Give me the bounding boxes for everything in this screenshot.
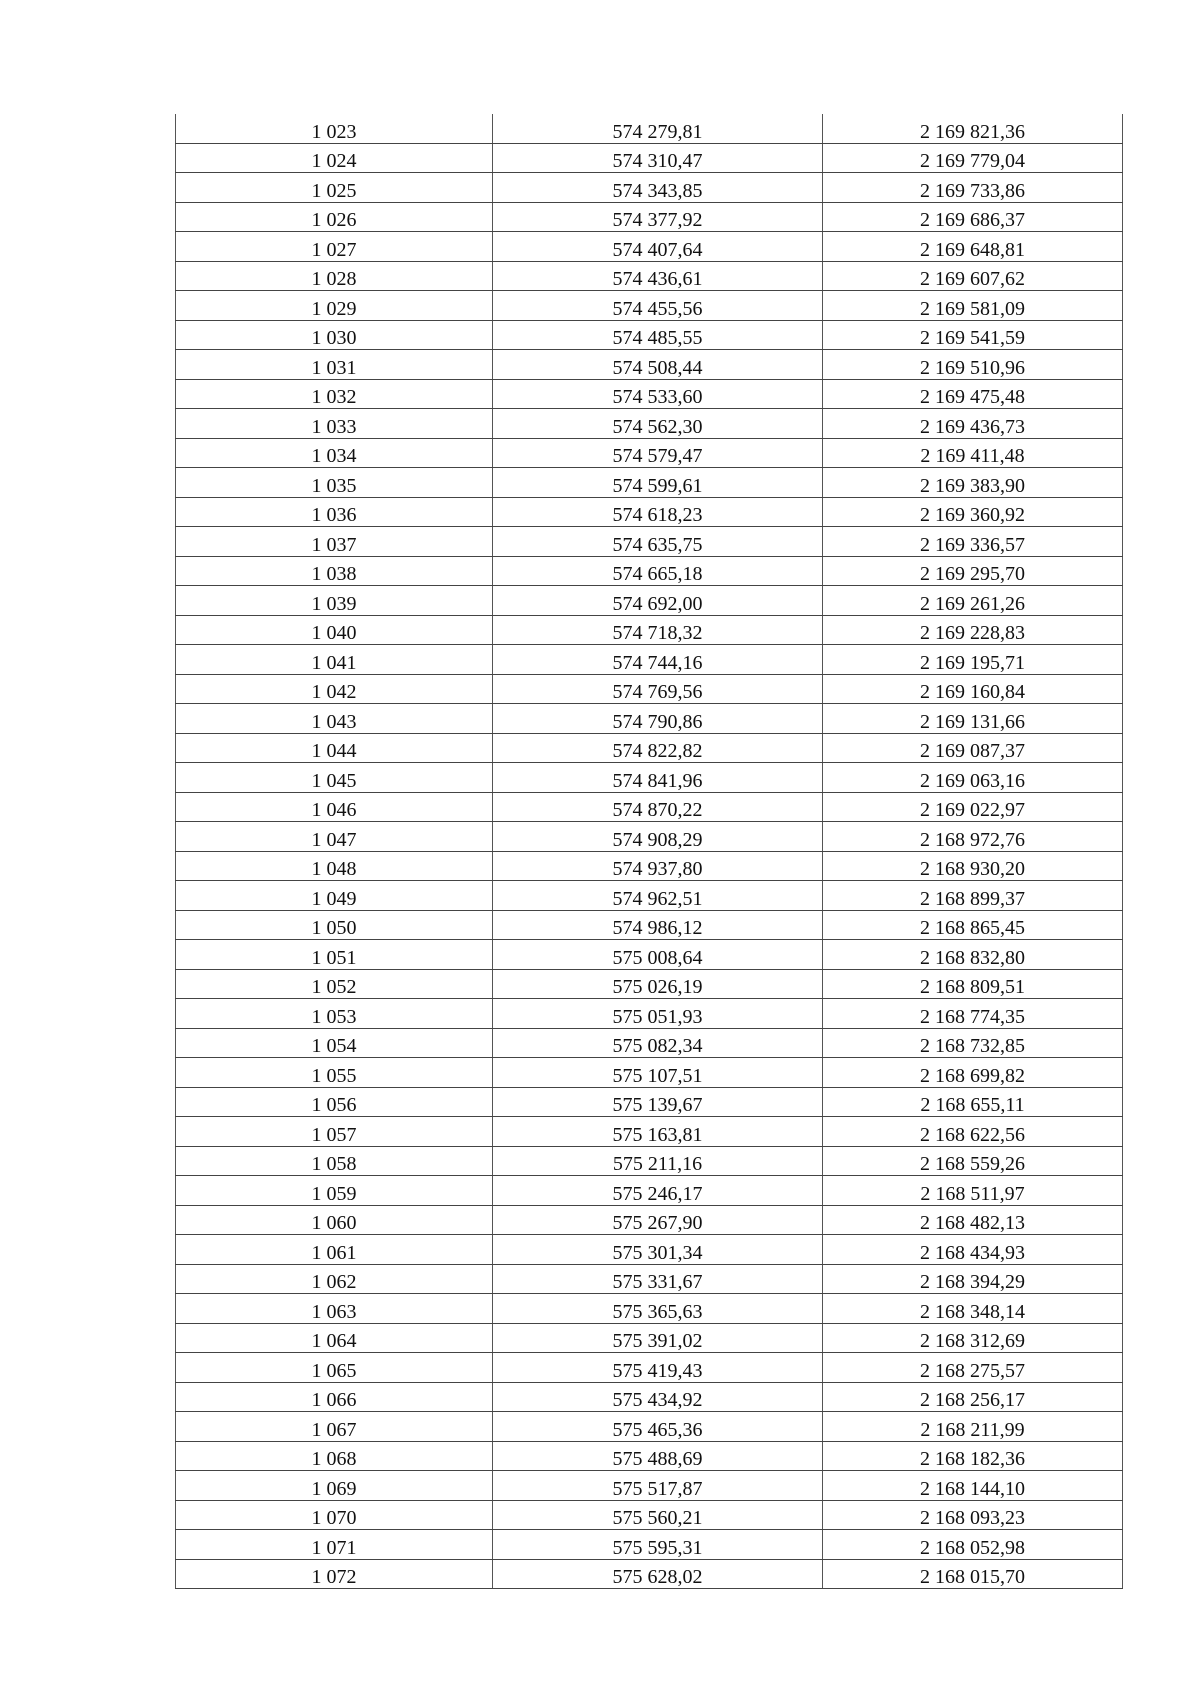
point-number-cell: 1 056 <box>176 1087 493 1117</box>
x-coordinate-cell: 574 279,81 <box>493 114 823 143</box>
y-coordinate-cell: 2 168 144,10 <box>823 1471 1123 1501</box>
y-coordinate-cell: 2 169 160,84 <box>823 674 1123 704</box>
table-row <box>176 1058 1123 1088</box>
y-coordinate-cell: 2 169 195,71 <box>823 645 1123 675</box>
y-coordinate-cell: 2 169 336,57 <box>823 527 1123 557</box>
table-row <box>176 586 1123 616</box>
point-number-cell: 1 049 <box>176 881 493 911</box>
x-coordinate-cell: 575 419,43 <box>493 1353 823 1383</box>
point-number-cell: 1 029 <box>176 291 493 321</box>
point-number-cell: 1 059 <box>176 1176 493 1206</box>
point-number-cell: 1 067 <box>176 1412 493 1442</box>
y-coordinate-cell: 2 169 821,36 <box>823 114 1123 143</box>
table-row <box>176 143 1123 173</box>
point-number-cell: 1 046 <box>176 792 493 822</box>
table-row <box>176 1294 1123 1324</box>
table-row <box>176 615 1123 645</box>
y-coordinate-cell: 2 168 559,26 <box>823 1146 1123 1176</box>
table-row <box>176 733 1123 763</box>
y-coordinate-cell: 2 169 541,59 <box>823 320 1123 350</box>
x-coordinate-cell: 574 508,44 <box>493 350 823 380</box>
y-coordinate-cell: 2 169 510,96 <box>823 350 1123 380</box>
x-coordinate-cell: 574 665,18 <box>493 556 823 586</box>
point-number-cell: 1 039 <box>176 586 493 616</box>
y-coordinate-cell: 2 168 015,70 <box>823 1559 1123 1589</box>
y-coordinate-cell: 2 168 774,35 <box>823 999 1123 1029</box>
table-row <box>176 851 1123 881</box>
table-row <box>176 674 1123 704</box>
table-row <box>176 792 1123 822</box>
point-number-cell: 1 064 <box>176 1323 493 1353</box>
point-number-cell: 1 060 <box>176 1205 493 1235</box>
point-number-cell: 1 040 <box>176 615 493 645</box>
x-coordinate-cell: 575 082,34 <box>493 1028 823 1058</box>
point-number-cell: 1 065 <box>176 1353 493 1383</box>
x-coordinate-cell: 575 365,63 <box>493 1294 823 1324</box>
x-coordinate-cell: 575 628,02 <box>493 1559 823 1589</box>
x-coordinate-cell: 575 107,51 <box>493 1058 823 1088</box>
table-row <box>176 1353 1123 1383</box>
y-coordinate-cell: 2 168 348,14 <box>823 1294 1123 1324</box>
point-number-cell: 1 072 <box>176 1559 493 1589</box>
table-row <box>176 1235 1123 1265</box>
y-coordinate-cell: 2 169 261,26 <box>823 586 1123 616</box>
y-coordinate-cell: 2 169 295,70 <box>823 556 1123 586</box>
table-row <box>176 202 1123 232</box>
y-coordinate-cell: 2 168 972,76 <box>823 822 1123 852</box>
table-row <box>176 291 1123 321</box>
table-row <box>176 969 1123 999</box>
x-coordinate-cell: 574 635,75 <box>493 527 823 557</box>
point-number-cell: 1 025 <box>176 173 493 203</box>
x-coordinate-cell: 575 211,16 <box>493 1146 823 1176</box>
x-coordinate-cell: 574 377,92 <box>493 202 823 232</box>
point-number-cell: 1 063 <box>176 1294 493 1324</box>
point-number-cell: 1 028 <box>176 261 493 291</box>
point-number-cell: 1 038 <box>176 556 493 586</box>
point-number-cell: 1 061 <box>176 1235 493 1265</box>
y-coordinate-cell: 2 169 383,90 <box>823 468 1123 498</box>
y-coordinate-cell: 2 168 182,36 <box>823 1441 1123 1471</box>
x-coordinate-cell: 575 560,21 <box>493 1500 823 1530</box>
table-row <box>176 1530 1123 1560</box>
point-number-cell: 1 048 <box>176 851 493 881</box>
table-row <box>176 497 1123 527</box>
table-row <box>176 320 1123 350</box>
y-coordinate-cell: 2 169 022,97 <box>823 792 1123 822</box>
table-row <box>176 940 1123 970</box>
y-coordinate-cell: 2 168 275,57 <box>823 1353 1123 1383</box>
x-coordinate-cell: 575 595,31 <box>493 1530 823 1560</box>
x-coordinate-cell: 574 937,80 <box>493 851 823 881</box>
y-coordinate-cell: 2 168 732,85 <box>823 1028 1123 1058</box>
point-number-cell: 1 055 <box>176 1058 493 1088</box>
y-coordinate-cell: 2 169 063,16 <box>823 763 1123 793</box>
point-number-cell: 1 027 <box>176 232 493 262</box>
x-coordinate-cell: 574 986,12 <box>493 910 823 940</box>
table-row <box>176 1117 1123 1147</box>
x-coordinate-cell: 574 908,29 <box>493 822 823 852</box>
y-coordinate-cell: 2 168 930,20 <box>823 851 1123 881</box>
y-coordinate-cell: 2 168 312,69 <box>823 1323 1123 1353</box>
point-number-cell: 1 024 <box>176 143 493 173</box>
point-number-cell: 1 045 <box>176 763 493 793</box>
x-coordinate-cell: 574 407,64 <box>493 232 823 262</box>
table-row <box>176 1382 1123 1412</box>
x-coordinate-cell: 574 841,96 <box>493 763 823 793</box>
y-coordinate-cell: 2 169 475,48 <box>823 379 1123 409</box>
y-coordinate-cell: 2 168 699,82 <box>823 1058 1123 1088</box>
y-coordinate-cell: 2 168 809,51 <box>823 969 1123 999</box>
point-number-cell: 1 032 <box>176 379 493 409</box>
y-coordinate-cell: 2 168 482,13 <box>823 1205 1123 1235</box>
y-coordinate-cell: 2 169 648,81 <box>823 232 1123 262</box>
y-coordinate-cell: 2 169 733,86 <box>823 173 1123 203</box>
y-coordinate-cell: 2 169 581,09 <box>823 291 1123 321</box>
point-number-cell: 1 036 <box>176 497 493 527</box>
point-number-cell: 1 052 <box>176 969 493 999</box>
x-coordinate-cell: 574 562,30 <box>493 409 823 439</box>
point-number-cell: 1 069 <box>176 1471 493 1501</box>
table-row <box>176 438 1123 468</box>
point-number-cell: 1 037 <box>176 527 493 557</box>
y-coordinate-cell: 2 168 865,45 <box>823 910 1123 940</box>
coordinates-table <box>175 114 1123 1589</box>
table-row <box>176 704 1123 734</box>
table-row <box>176 261 1123 291</box>
table-row <box>176 881 1123 911</box>
x-coordinate-cell: 574 343,85 <box>493 173 823 203</box>
y-coordinate-cell: 2 168 434,93 <box>823 1235 1123 1265</box>
table-row <box>176 910 1123 940</box>
table-row <box>176 1176 1123 1206</box>
point-number-cell: 1 044 <box>176 733 493 763</box>
x-coordinate-cell: 574 822,82 <box>493 733 823 763</box>
table-row <box>176 1471 1123 1501</box>
x-coordinate-cell: 574 485,55 <box>493 320 823 350</box>
x-coordinate-cell: 575 267,90 <box>493 1205 823 1235</box>
x-coordinate-cell: 575 331,67 <box>493 1264 823 1294</box>
point-number-cell: 1 023 <box>176 114 493 143</box>
table-row <box>176 1323 1123 1353</box>
x-coordinate-cell: 574 310,47 <box>493 143 823 173</box>
y-coordinate-cell: 2 169 686,37 <box>823 202 1123 232</box>
x-coordinate-cell: 574 579,47 <box>493 438 823 468</box>
table-row <box>176 409 1123 439</box>
table-row <box>176 527 1123 557</box>
y-coordinate-cell: 2 169 087,37 <box>823 733 1123 763</box>
y-coordinate-cell: 2 168 093,23 <box>823 1500 1123 1530</box>
y-coordinate-cell: 2 169 779,04 <box>823 143 1123 173</box>
point-number-cell: 1 050 <box>176 910 493 940</box>
point-number-cell: 1 058 <box>176 1146 493 1176</box>
table-row <box>176 1264 1123 1294</box>
point-number-cell: 1 033 <box>176 409 493 439</box>
table-row <box>176 763 1123 793</box>
y-coordinate-cell: 2 169 360,92 <box>823 497 1123 527</box>
table-row <box>176 1559 1123 1589</box>
x-coordinate-cell: 575 517,87 <box>493 1471 823 1501</box>
y-coordinate-cell: 2 168 256,17 <box>823 1382 1123 1412</box>
table-row <box>176 645 1123 675</box>
x-coordinate-cell: 574 790,86 <box>493 704 823 734</box>
table-row <box>176 350 1123 380</box>
point-number-cell: 1 062 <box>176 1264 493 1294</box>
table-row <box>176 1500 1123 1530</box>
table-row <box>176 173 1123 203</box>
x-coordinate-cell: 574 870,22 <box>493 792 823 822</box>
y-coordinate-cell: 2 168 511,97 <box>823 1176 1123 1206</box>
table-row <box>176 999 1123 1029</box>
table-row <box>176 1412 1123 1442</box>
y-coordinate-cell: 2 168 899,37 <box>823 881 1123 911</box>
point-number-cell: 1 047 <box>176 822 493 852</box>
point-number-cell: 1 053 <box>176 999 493 1029</box>
table-row <box>176 1441 1123 1471</box>
x-coordinate-cell: 574 769,56 <box>493 674 823 704</box>
table-row <box>176 1146 1123 1176</box>
x-coordinate-cell: 574 436,61 <box>493 261 823 291</box>
x-coordinate-cell: 575 246,17 <box>493 1176 823 1206</box>
point-number-cell: 1 030 <box>176 320 493 350</box>
table-row <box>176 114 1123 143</box>
point-number-cell: 1 042 <box>176 674 493 704</box>
y-coordinate-cell: 2 168 655,11 <box>823 1087 1123 1117</box>
table-row <box>176 556 1123 586</box>
x-coordinate-cell: 574 692,00 <box>493 586 823 616</box>
table-row <box>176 1028 1123 1058</box>
point-number-cell: 1 057 <box>176 1117 493 1147</box>
y-coordinate-cell: 2 168 052,98 <box>823 1530 1123 1560</box>
point-number-cell: 1 054 <box>176 1028 493 1058</box>
table-row <box>176 1205 1123 1235</box>
y-coordinate-cell: 2 169 228,83 <box>823 615 1123 645</box>
x-coordinate-cell: 574 533,60 <box>493 379 823 409</box>
y-coordinate-cell: 2 169 411,48 <box>823 438 1123 468</box>
table-row <box>176 379 1123 409</box>
y-coordinate-cell: 2 169 436,73 <box>823 409 1123 439</box>
y-coordinate-cell: 2 169 131,66 <box>823 704 1123 734</box>
coordinates-table-body <box>176 114 1123 1589</box>
table-row <box>176 822 1123 852</box>
y-coordinate-cell: 2 168 622,56 <box>823 1117 1123 1147</box>
x-coordinate-cell: 575 163,81 <box>493 1117 823 1147</box>
table-row <box>176 232 1123 262</box>
point-number-cell: 1 068 <box>176 1441 493 1471</box>
x-coordinate-cell: 574 744,16 <box>493 645 823 675</box>
x-coordinate-cell: 575 391,02 <box>493 1323 823 1353</box>
point-number-cell: 1 051 <box>176 940 493 970</box>
y-coordinate-cell: 2 168 832,80 <box>823 940 1123 970</box>
x-coordinate-cell: 575 301,34 <box>493 1235 823 1265</box>
point-number-cell: 1 066 <box>176 1382 493 1412</box>
x-coordinate-cell: 575 008,64 <box>493 940 823 970</box>
point-number-cell: 1 034 <box>176 438 493 468</box>
x-coordinate-cell: 574 455,56 <box>493 291 823 321</box>
point-number-cell: 1 041 <box>176 645 493 675</box>
y-coordinate-cell: 2 168 394,29 <box>823 1264 1123 1294</box>
x-coordinate-cell: 575 026,19 <box>493 969 823 999</box>
point-number-cell: 1 043 <box>176 704 493 734</box>
x-coordinate-cell: 575 465,36 <box>493 1412 823 1442</box>
x-coordinate-cell: 574 718,32 <box>493 615 823 645</box>
x-coordinate-cell: 575 434,92 <box>493 1382 823 1412</box>
point-number-cell: 1 035 <box>176 468 493 498</box>
x-coordinate-cell: 575 139,67 <box>493 1087 823 1117</box>
y-coordinate-cell: 2 169 607,62 <box>823 261 1123 291</box>
x-coordinate-cell: 574 962,51 <box>493 881 823 911</box>
x-coordinate-cell: 575 051,93 <box>493 999 823 1029</box>
x-coordinate-cell: 575 488,69 <box>493 1441 823 1471</box>
point-number-cell: 1 031 <box>176 350 493 380</box>
x-coordinate-cell: 574 618,23 <box>493 497 823 527</box>
point-number-cell: 1 071 <box>176 1530 493 1560</box>
point-number-cell: 1 026 <box>176 202 493 232</box>
y-coordinate-cell: 2 168 211,99 <box>823 1412 1123 1442</box>
table-row <box>176 468 1123 498</box>
table-row <box>176 1087 1123 1117</box>
x-coordinate-cell: 574 599,61 <box>493 468 823 498</box>
point-number-cell: 1 070 <box>176 1500 493 1530</box>
